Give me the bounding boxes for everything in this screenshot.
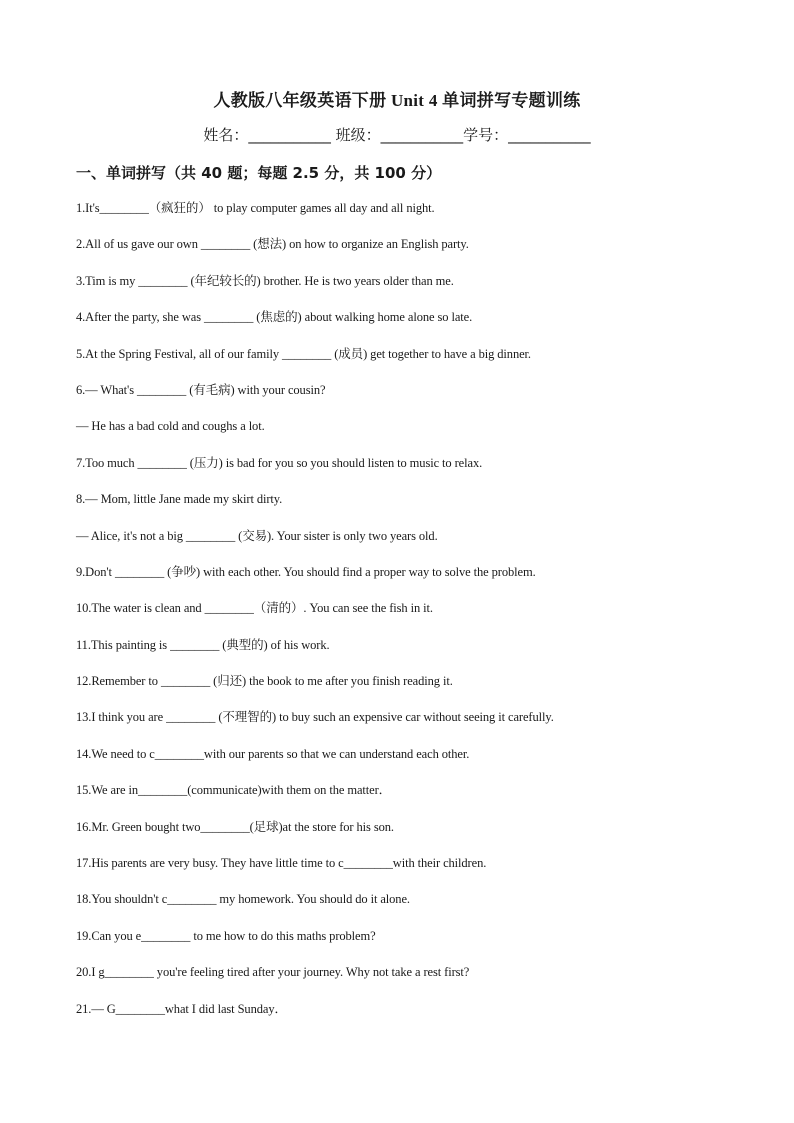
question-20: 20.I g________ you're feeling tired after your journey. Why not take a rest first? xyxy=(76,965,470,980)
question-21: 21.— G________what I did last Sunday． xyxy=(76,1001,287,1016)
question-6: 6.— What's ________ (有毛病) with your cousin? xyxy=(76,382,326,397)
question-15: 15.We are in________(communicate)with them on the matter． xyxy=(76,783,392,798)
question-8-reply: — Alice, it's not a big ________ (交易). Your sister is only two years old. xyxy=(76,528,438,543)
question-3: 3.Tim is my ________ (年纪较长的) brother. He is two years older than me. xyxy=(76,273,454,288)
student-info-line: 姓名：___________ 班级：___________学号：___________ xyxy=(203,126,591,144)
question-13: 13.I think you are ________ (不理智的) to buy such an expensive car without seeing it carefully. xyxy=(76,710,554,725)
question-11: 11.This painting is ________ (典型的) of his work. xyxy=(76,637,330,652)
question-12: 12.Remember to ________ (归还) the book to me after you finish reading it. xyxy=(76,674,453,689)
question-5: 5.At the Spring Festival, all of our family ________ (成员) get together to have a big dinner. xyxy=(76,346,531,361)
question-19: 19.Can you e________ to me how to do this maths problem? xyxy=(76,928,376,943)
question-18: 18.You shouldn't c________ my homework. You should do it alone. xyxy=(76,892,410,907)
question-16: 16.Mr. Green bought two________(足球)at the store for his son. xyxy=(76,819,394,834)
question-10: 10.The water is clean and ________（清的）. You can see the fish in it. xyxy=(76,601,433,616)
question-7: 7.Too much ________ (压力) is bad for you so you should listen to music to relax. xyxy=(76,455,483,470)
question-8: 8.— Mom, little Jane made my skirt dirty. xyxy=(76,492,283,507)
question-2: 2.All of us gave our own ________ (想法) on how to organize an English party. xyxy=(76,237,469,252)
section-heading: 一、单词拼写（共 40 题；每题 2.5 分，共 100 分） xyxy=(76,164,442,182)
question-9: 9.Don't ________ (争吵) with each other. You should find a proper way to solve the problem. xyxy=(76,564,536,579)
question-4: 4.After the party, she was ________ (焦虑的) about walking home alone so late. xyxy=(76,310,473,325)
question-17: 17.His parents are very busy. They have little time to c________with their children. xyxy=(76,856,487,871)
page-title: 人教版八年级英语下册 Unit 4 单词拼写专题训练 xyxy=(213,91,581,110)
question-list xyxy=(76,198,736,1035)
question-14: 14.We need to c________with our parents so that we can understand each other. xyxy=(76,746,470,761)
question-6-reply: — He has a bad cold and coughs a lot. xyxy=(76,419,265,434)
question-1: 1.It's________（疯狂的） to play computer games all day and all night. xyxy=(76,201,435,215)
